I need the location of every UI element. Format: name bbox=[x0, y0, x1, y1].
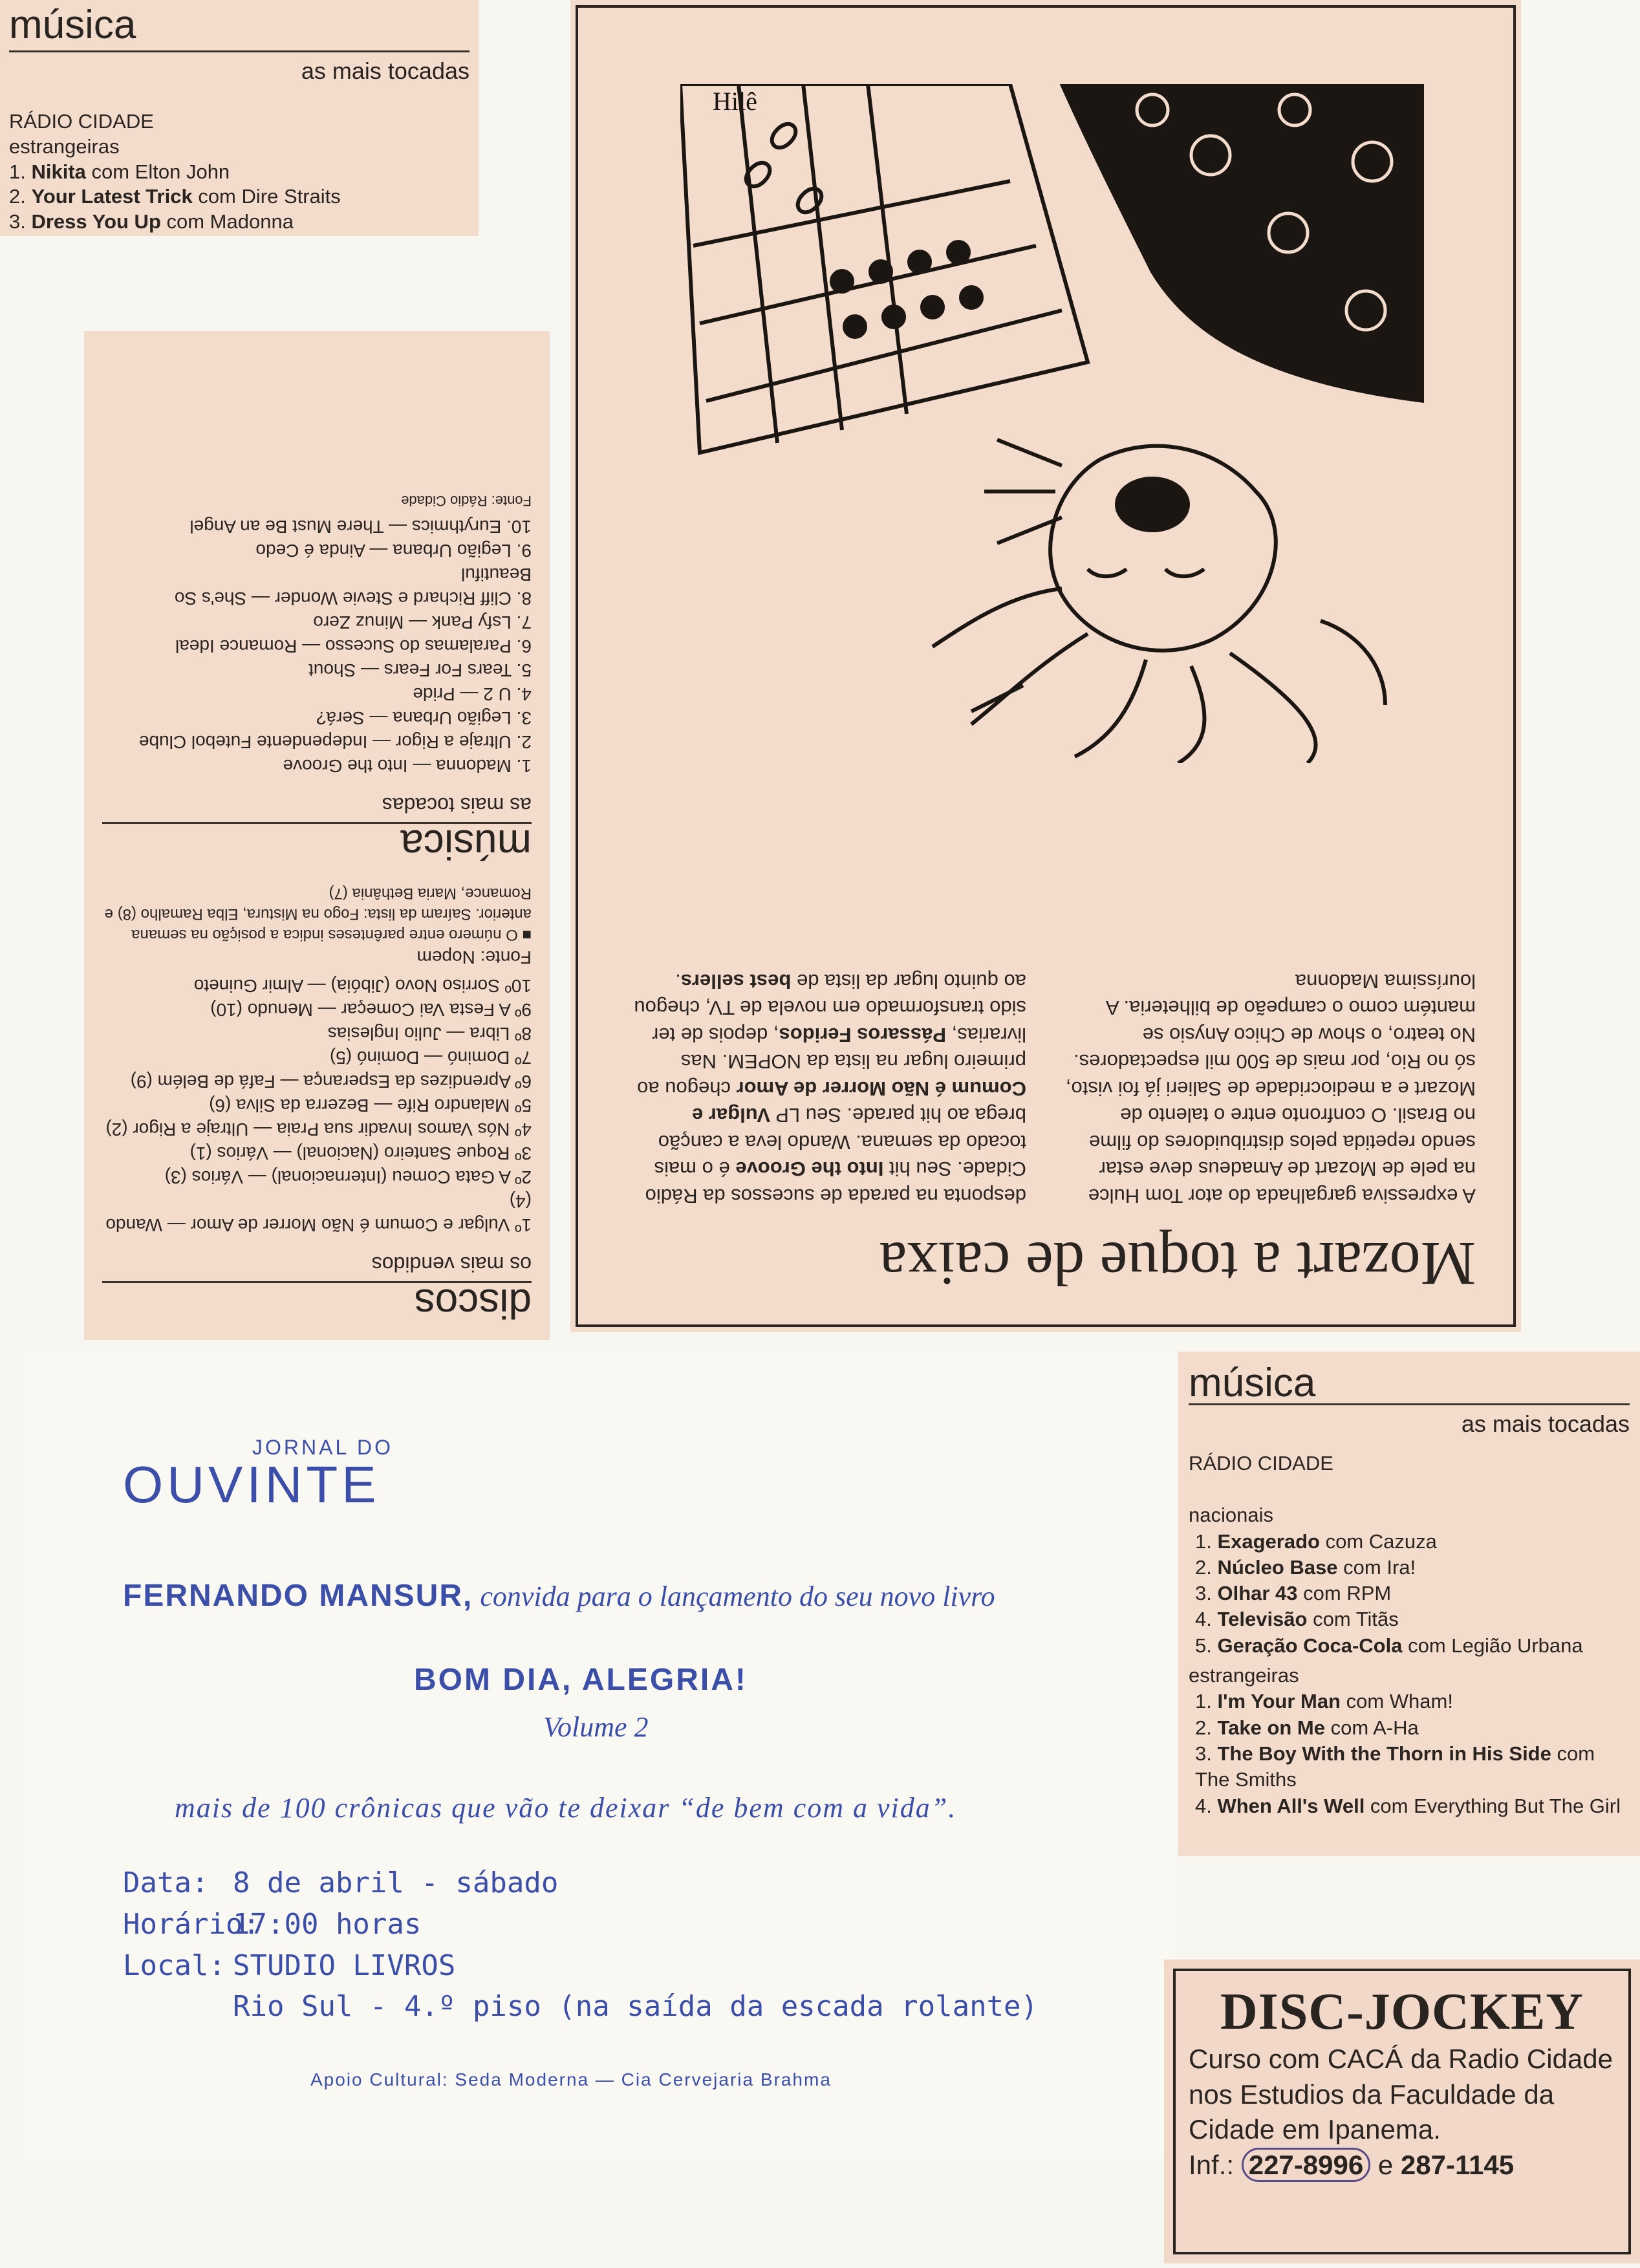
list-item bbox=[1195, 1581, 1630, 1606]
heading: música bbox=[9, 5, 469, 52]
artist: com Ira! bbox=[1337, 1555, 1416, 1579]
artist: com Titãs bbox=[1307, 1608, 1399, 1631]
list-item: 10. Eurythmics — There Must Be an Angel bbox=[189, 517, 532, 537]
subheading: as mais tocadas bbox=[1461, 1410, 1630, 1437]
artist: com Elton John bbox=[85, 160, 230, 183]
artist: com A-Ha bbox=[1325, 1716, 1419, 1739]
song-title: When All's Well bbox=[1217, 1794, 1365, 1817]
text-run: desponta na parada de sucessos da Rádio Cidade. Seu hit bbox=[645, 1158, 1026, 1207]
text-run: best sellers bbox=[680, 969, 792, 993]
artist: com Everything But The Girl bbox=[1365, 1794, 1621, 1817]
list-item: 7º Dominó — Dominó (5) bbox=[329, 1048, 532, 1068]
item-number: 3. bbox=[9, 210, 32, 233]
list-item: 8º Libra — Julio Inglesias bbox=[327, 1024, 532, 1044]
item-number: 1. bbox=[9, 160, 32, 183]
list-item bbox=[1195, 1555, 1630, 1581]
list-item: 10º Sorriso Novo (Jibóia) — Almir Guineto bbox=[193, 976, 532, 997]
artist: com RPM bbox=[1297, 1582, 1392, 1605]
song-title: I'm Your Man bbox=[1217, 1690, 1341, 1713]
heading: música bbox=[1189, 1363, 1630, 1405]
event-info bbox=[123, 1863, 1038, 2027]
item-number: 1. bbox=[1195, 1529, 1218, 1553]
invitation-card bbox=[26, 1352, 1177, 2160]
article-mozart bbox=[570, 0, 1521, 1332]
item-number: 5. bbox=[1195, 1634, 1218, 1657]
list-item: 6º Aprendizes da Esperança — Fafá de Belém (9) bbox=[130, 1072, 532, 1092]
clipping-musica-bottom bbox=[1178, 1352, 1640, 1856]
list-item: 4. U 2 — Pride bbox=[413, 684, 532, 704]
list-item: 3º Roque Santeiro (Nacional) — Vários (1) bbox=[189, 1143, 532, 1164]
artist: com Madonna bbox=[160, 210, 294, 233]
item-number: 2. bbox=[9, 185, 32, 208]
song-title: Your Latest Trick bbox=[31, 185, 193, 208]
tagline: mais de 100 crônicas que vão te deixar “de bem com a vida”. bbox=[175, 1792, 957, 1824]
list-item: 2. Ultraje a Rigor — Independente Futebol Clube bbox=[138, 731, 532, 752]
text-run: chegou ao primeiro lugar na lista da NOPEM. Nas livrarias, bbox=[637, 1023, 1026, 1100]
list-item: 9º A Festa Vai Começar — Menudo (10) bbox=[210, 1000, 532, 1021]
book-title: BOM DIA, ALEGRIA! bbox=[414, 1663, 748, 1697]
song-title: The Boy With the Thorn in His Side bbox=[1217, 1742, 1551, 1765]
location-detail: Rio Sul - 4.º piso (na saída da escada rolante) bbox=[233, 1990, 1039, 2024]
text-run: Into the Groove bbox=[735, 1158, 884, 1181]
heading-2: música bbox=[102, 822, 532, 865]
song-title: Geração Coca-Cola bbox=[1217, 1634, 1403, 1657]
song-title: Take on Me bbox=[1217, 1716, 1325, 1739]
list-item bbox=[1195, 1689, 1630, 1714]
list-item bbox=[1195, 1741, 1630, 1793]
list-item: 6. Paralamas do Sucesso — Romance Ideal bbox=[175, 636, 532, 656]
estrangeiras-list bbox=[1189, 1689, 1630, 1819]
ad-text: Curso com CACÁ da Radio Cidade nos Estudios da Faculdade da Cidade em Ipanema. bbox=[1189, 2044, 1613, 2145]
text-run: . bbox=[675, 969, 681, 993]
item-number: 1. bbox=[1195, 1690, 1218, 1713]
phone-1: 227-8996 bbox=[1242, 2148, 1371, 2182]
list-item bbox=[1195, 1606, 1630, 1632]
text-run: Vulgar e Comum é Não Morrer de Amor bbox=[691, 1077, 1026, 1127]
section-nacionais: nacionais bbox=[1189, 1504, 1273, 1527]
invite-text: convida para o lançamento do seu novo livro bbox=[473, 1581, 995, 1612]
fonte-2: Fonte: Rádio Cidade bbox=[401, 493, 532, 510]
heading: discos bbox=[102, 1281, 532, 1324]
date-label: Data: bbox=[123, 1866, 209, 1899]
list-item: 8. Cliff Richard e Stevie Wonder — She's So Beautiful bbox=[174, 564, 532, 609]
sponsors: Apoio Cultural: Seda Moderna — Cia Cervejaria Brahma bbox=[310, 2069, 832, 2090]
subheading: as mais tocadas bbox=[301, 58, 469, 84]
time-value: 17:00 horas bbox=[233, 1907, 422, 1941]
ad-contact bbox=[1189, 2148, 1615, 2183]
list-item: 7. Lsfy Pank — Minuz Zero bbox=[313, 612, 532, 632]
section-label: estrangeiras bbox=[9, 135, 120, 158]
journal-name: OUVINTE bbox=[123, 1456, 380, 1513]
text-run: , depois de ter sido transformado em novela de TV, chegou ao quinto lugar da lista de bbox=[634, 969, 1026, 1046]
song-list bbox=[9, 160, 469, 235]
item-number: 3. bbox=[1195, 1742, 1218, 1765]
list-item bbox=[1195, 1529, 1630, 1555]
item-number: 2. bbox=[1195, 1716, 1218, 1739]
list-item: 1. Madonna — Into the Groove bbox=[283, 755, 532, 776]
list-item: 5. Tears For Fears — Shout bbox=[308, 660, 532, 680]
time-label: Horário: bbox=[123, 1907, 260, 1941]
clipping-musica-top bbox=[0, 0, 479, 236]
item-number: 3. bbox=[1195, 1582, 1218, 1605]
list-item bbox=[1195, 1715, 1630, 1741]
article-column-1: A expressiva gargalhada do ator Tom Hulce na pele de Mozart de Amadeus deve estar sendo repetida pelos distribuidores do filme no Brasil. O confronto entre o talento de Mozart e a mediocridade de Salieri já foi visto, só no Rio, por mais de 500 mil espectadores. No teatro, o show de Chico Anysio se mantém como o campeão de bilheteria. A louríssima Madonna bbox=[1065, 969, 1476, 1207]
list-item bbox=[9, 184, 469, 210]
list-item bbox=[9, 210, 469, 235]
inf-label: Inf.: bbox=[1189, 2149, 1235, 2180]
artist: com Legião Urbana bbox=[1402, 1634, 1583, 1657]
station: RÁDIO CIDADE bbox=[1189, 1452, 1333, 1474]
location-label: Local: bbox=[123, 1949, 226, 1982]
list-item bbox=[9, 160, 469, 185]
author: FERNANDO MANSUR, bbox=[123, 1579, 473, 1613]
nacionais-list bbox=[1189, 1529, 1630, 1659]
tocadas-list bbox=[102, 514, 532, 777]
list-item: 3. Legião Urbana — Será? bbox=[316, 707, 532, 728]
book-volume: Volume 2 bbox=[543, 1711, 649, 1743]
text-run: é o mais tocado da semana. Wando leva a canção brega ao hit parade. Seu LP bbox=[654, 1104, 1026, 1181]
caricature-illustration bbox=[680, 84, 1424, 763]
station: RÁDIO CIDADE bbox=[9, 110, 154, 133]
song-title: Exagerado bbox=[1217, 1529, 1320, 1553]
ad-title: DISC-JOCKEY bbox=[1220, 1983, 1584, 2040]
artist: com Dire Straits bbox=[192, 185, 341, 208]
text-run: Pássaros Feridos bbox=[779, 1023, 946, 1046]
item-number: 4. bbox=[1195, 1794, 1218, 1817]
note: ■ O número entre parênteses indica a posição na semana anterior. Saíram da lista: Fogo na Mistura, Elba Ramalho (8) e Romance, Maria Bethânia (7) bbox=[104, 885, 532, 944]
list-item bbox=[1195, 1633, 1630, 1659]
list-item: 4º Nós Vamos Invadir sua Praia — Ultraje a Rigor (2) bbox=[105, 1119, 532, 1140]
connector: e bbox=[1370, 2149, 1401, 2180]
location-value: STUDIO LIVROS bbox=[233, 1949, 456, 1982]
list-item: 2º A Gata Comeu (Internacional) — Vários (3) bbox=[164, 1167, 532, 1188]
author-line bbox=[123, 1578, 995, 1614]
list-item: 1º Vulgar e Comum é Não Morrer de Amor — Wando (4) bbox=[105, 1191, 532, 1235]
song-title: Televisão bbox=[1217, 1608, 1308, 1631]
section-estrangeiras: estrangeiras bbox=[1189, 1664, 1299, 1687]
artist: com The Smiths bbox=[1195, 1742, 1595, 1791]
song-title: Dress You Up bbox=[31, 210, 161, 233]
disc-jockey-ad bbox=[1164, 1960, 1640, 2263]
song-title: Olhar 43 bbox=[1217, 1582, 1298, 1605]
subheading-2: as mais tocadas bbox=[382, 793, 532, 817]
subheading: os mais vendidos bbox=[371, 1253, 532, 1276]
clipping-discos bbox=[84, 331, 550, 1340]
headline: Mozart a toque de caixa bbox=[879, 1229, 1476, 1299]
song-title: Nikita bbox=[31, 160, 86, 183]
journal-label: JORNAL DO bbox=[252, 1436, 393, 1459]
list-item bbox=[1195, 1793, 1630, 1819]
artist-signature: Hilê bbox=[713, 87, 757, 116]
item-number: 2. bbox=[1195, 1555, 1218, 1579]
date-value: 8 de abril - sábado bbox=[233, 1866, 559, 1899]
phone-2: 287-1145 bbox=[1400, 2149, 1515, 2180]
artist: com Wham! bbox=[1341, 1690, 1453, 1713]
list-item: 5º Malandro Rife — Bezerra da Silva (6) bbox=[209, 1096, 532, 1116]
artist: com Cazuza bbox=[1319, 1529, 1437, 1553]
item-number: 4. bbox=[1195, 1608, 1218, 1631]
fonte: Fonte: Nopem bbox=[416, 947, 532, 967]
list-item: 9. Legião Urbana — Ainda é Cedo bbox=[255, 540, 532, 561]
article-column-2 bbox=[616, 967, 1026, 1209]
vendidos-list bbox=[102, 974, 532, 1237]
song-title: Núcleo Base bbox=[1217, 1555, 1338, 1579]
